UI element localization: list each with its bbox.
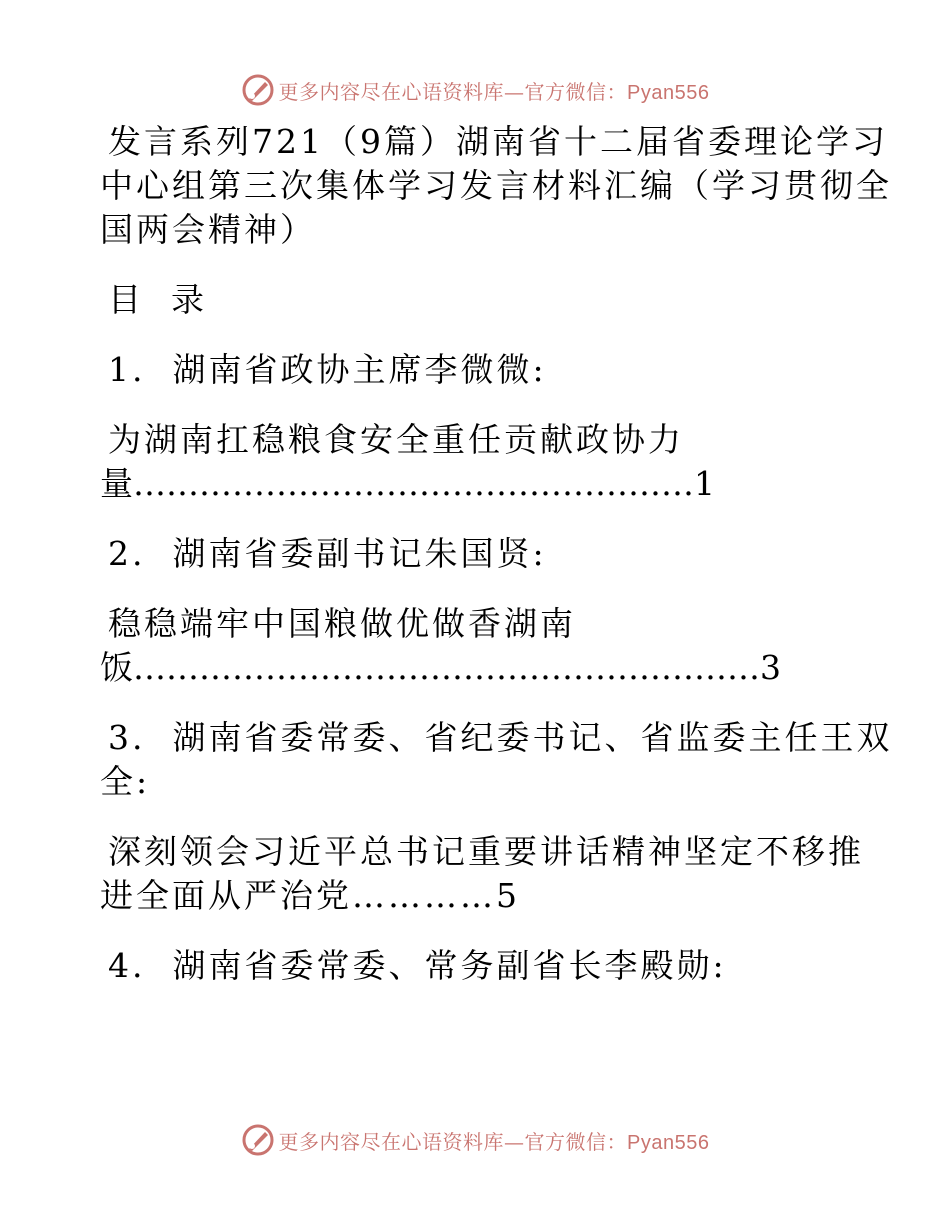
toc-item-2-heading: 2. 湖南省委副书记朱国贤:: [108, 534, 547, 573]
toc-item-1-heading: 1. 湖南省政协主席李微微:: [108, 350, 547, 389]
toc-item-3-title: 深刻领会习近平总书记重要讲话精神坚定不移推: [108, 832, 864, 871]
watermark-text: 更多内容尽在心语资料库—官方微信：Pyan556: [278, 1129, 710, 1154]
footer-watermark: [0, 1120, 950, 1160]
toc-item-3-heading: 3. 湖南省委常委、省纪委书记、省监委主任王双: [108, 718, 893, 757]
toc-item-2-title-cont: 饭…………………………………………………3: [100, 648, 781, 687]
doc-title-line-1: 发言系列721（9篇）湖南省十二届省委理论学习: [108, 122, 888, 161]
document-body: [100, 120, 893, 988]
toc-item-2-title: 稳稳端牢中国粮做优做香湖南: [108, 604, 576, 643]
wechat-id: Pyan556: [627, 1131, 710, 1154]
toc-item-1-title: 为湖南扛稳粮食安全重任贡献政协力: [108, 420, 684, 459]
doc-title-line-2: 中心组第三次集体学习发言材料汇编（学习贯彻全: [100, 166, 892, 205]
pen-logo-icon: [241, 1123, 275, 1157]
toc-item-4-heading: 4. 湖南省委常委、常务副省长李殿勋:: [108, 946, 727, 985]
watermark-text: 更多内容尽在心语资料库—官方微信：Pyan556: [278, 79, 710, 104]
toc-item-1-title-cont: 量……………………………………………1: [100, 464, 715, 503]
wechat-id: Pyan556: [627, 81, 710, 104]
header-watermark: [0, 70, 950, 110]
pen-logo-icon: [241, 73, 275, 107]
toc-item-3-heading-cont: 全:: [100, 762, 151, 801]
toc-item-3-title-cont: 进全面从严治党…………5: [100, 876, 520, 915]
doc-title-line-3: 国两会精神）: [100, 210, 316, 249]
toc-heading: 目 录: [108, 280, 207, 319]
